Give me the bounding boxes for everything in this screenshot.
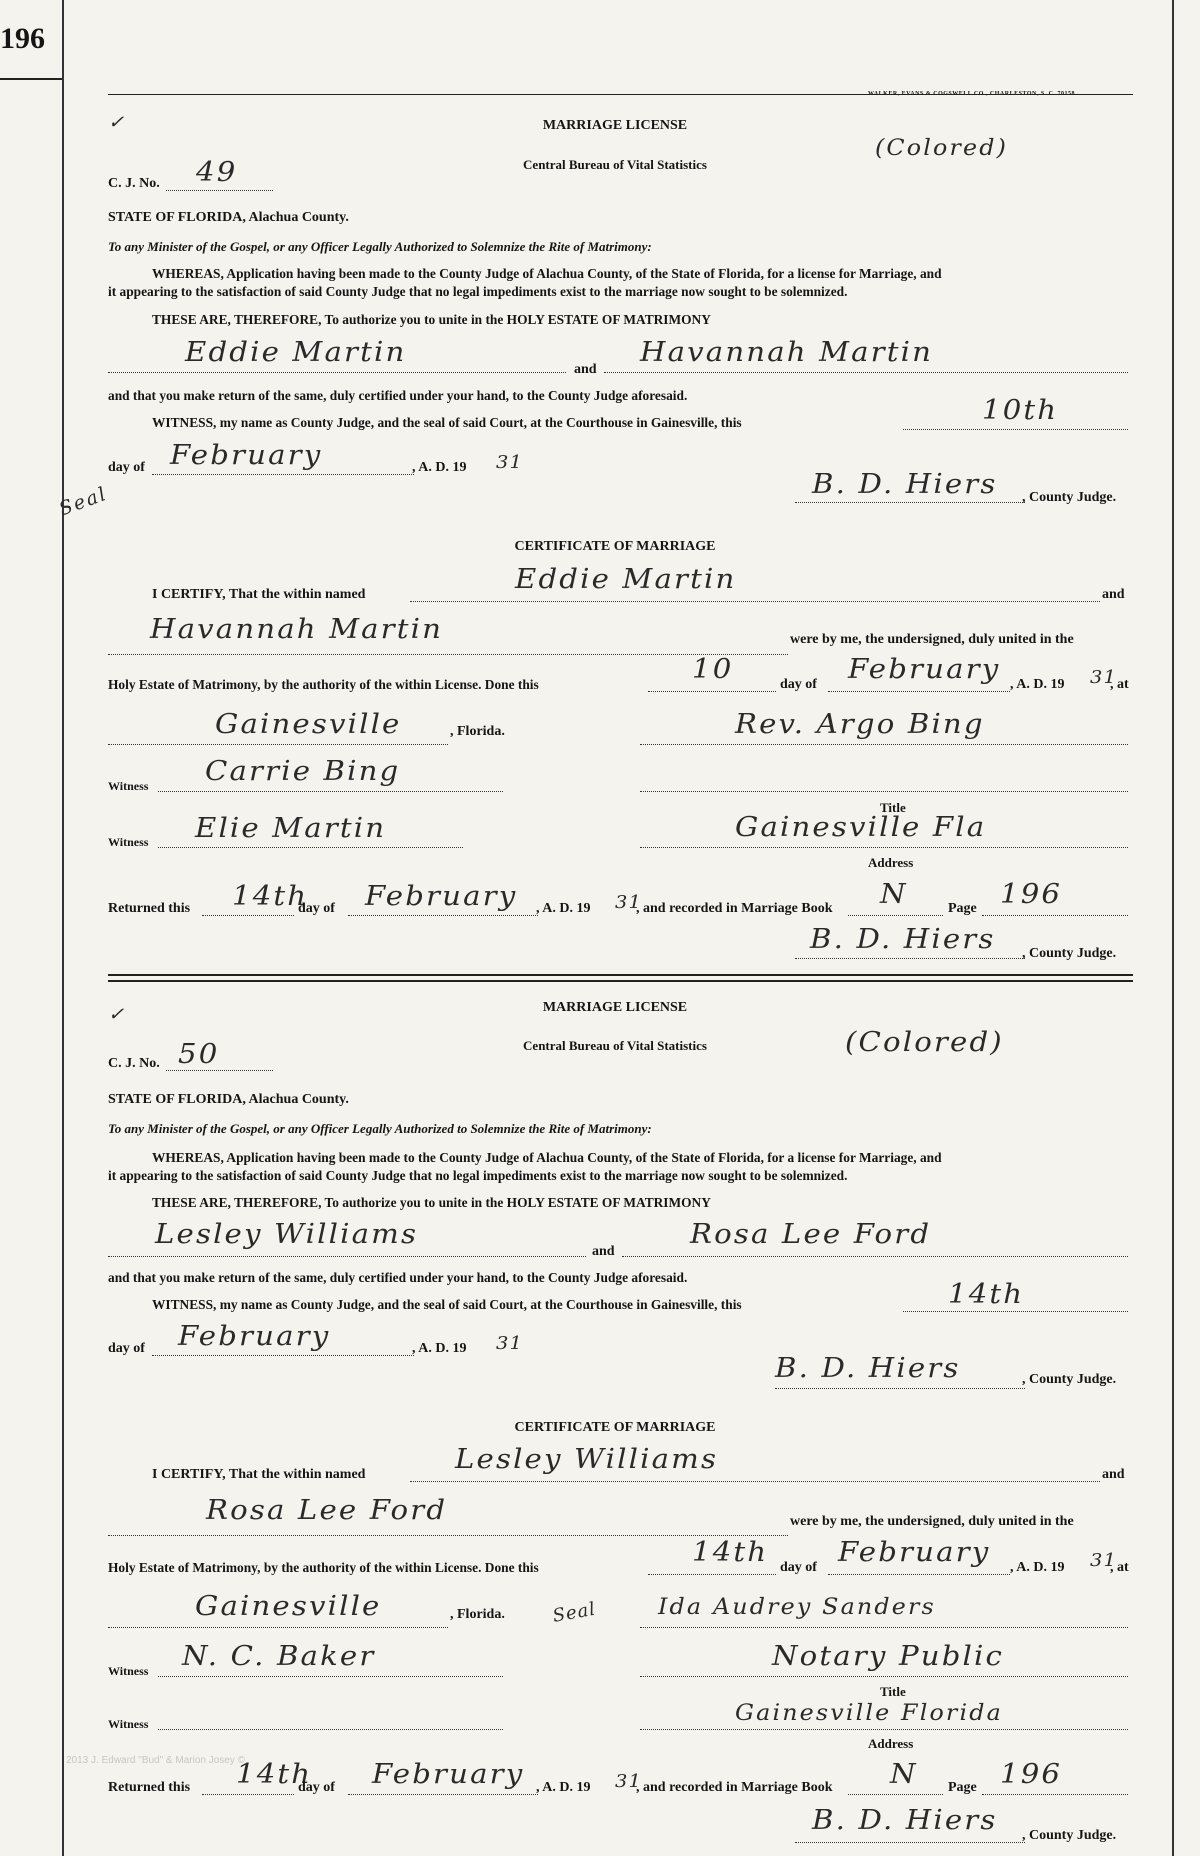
returned-day: 14th bbox=[232, 881, 309, 912]
left-margin-rule bbox=[62, 0, 64, 1856]
book-2: N bbox=[890, 1759, 918, 1790]
officiant-2: Ida Audrey Sanders bbox=[658, 1595, 936, 1620]
colored-note-2: (Colored) bbox=[845, 1027, 1004, 1058]
make-return-2: and that you make return of the same, duly certified under your hand, to the County Judge aforesaid. bbox=[108, 1270, 688, 1285]
page-label-2: Page bbox=[948, 1780, 977, 1795]
holy-estate-label: Holy Estate of Matrimony, by the authority of the within License. Done this bbox=[108, 677, 539, 692]
witness-1-line bbox=[158, 791, 503, 792]
officiant-address-2: Gainesville Florida bbox=[735, 1701, 1003, 1726]
bride-name: Havannah Martin bbox=[640, 337, 934, 368]
done-day: 10 bbox=[692, 654, 734, 685]
officiant-address: Gainesville Fla bbox=[735, 812, 987, 843]
groom-name: Eddie Martin bbox=[185, 337, 407, 368]
groom-line bbox=[108, 372, 566, 373]
and-label-2: and bbox=[1102, 587, 1125, 602]
and-label-3: and bbox=[592, 1244, 615, 1259]
returned-label: Returned this bbox=[108, 901, 191, 916]
returned-ad: , A. D. 19 bbox=[536, 901, 591, 916]
cert-bride-line bbox=[108, 654, 788, 655]
license-month-line-2 bbox=[152, 1355, 414, 1356]
book-line bbox=[848, 915, 943, 916]
cert-bride-line-2 bbox=[108, 1535, 788, 1536]
bride-name-2: Rosa Lee Ford bbox=[690, 1219, 932, 1250]
make-return: and that you make return of the same, duly certified under your hand, to the County Judge aforesaid. bbox=[108, 388, 688, 403]
groom-line-2 bbox=[108, 1256, 586, 1257]
witness-my-name-2: WITNESS, my name as County Judge, and the seal of said Court, at the Courthouse in Gainesville, this bbox=[152, 1297, 742, 1312]
returned-label-2: Returned this bbox=[108, 1780, 191, 1795]
returned-year-2: 31 bbox=[615, 1771, 642, 1792]
done-day-of-2: day of bbox=[780, 1560, 817, 1575]
done-month: February bbox=[848, 654, 1001, 685]
witness-1-2: N. C. Baker bbox=[182, 1641, 376, 1672]
to-any-minister: To any Minister of the Gospel, or any Officer Legally Authorized to Solemnize the Rite of Matrimony: bbox=[108, 239, 652, 254]
right-margin-rule bbox=[1172, 0, 1174, 1856]
officiant-line-2 bbox=[640, 1627, 1128, 1628]
whereas-line-1-2: WHEREAS, Application having been made to the County Judge of Alachua County, of the State of Florida, for a license for Marriage, and bbox=[152, 1150, 942, 1165]
book-line-2 bbox=[848, 1794, 943, 1795]
central-bureau-2: Central Bureau of Vital Statistics bbox=[523, 1038, 707, 1053]
were-by-me: were by me, the undersigned, duly united in the bbox=[790, 632, 1074, 647]
place-line bbox=[108, 744, 448, 745]
watermark: 2013 J. Edward "Bud" & Marion Josey © bbox=[66, 1755, 245, 1766]
florida-label: , Florida. bbox=[450, 724, 505, 739]
returned-month-line bbox=[348, 915, 538, 916]
license-month: February bbox=[170, 440, 323, 471]
judge-signature: B. D. Hiers bbox=[812, 469, 998, 500]
title-label: Title bbox=[880, 800, 906, 815]
cert-groom-line bbox=[410, 601, 1100, 602]
whereas-line-2-2: it appearing to the satisfaction of said County Judge that no legal impediments exist to the marriage now sought to be solemnized. bbox=[108, 1168, 848, 1183]
return-county-judge-2: , County Judge. bbox=[1022, 1828, 1117, 1843]
done-year-2: 31 bbox=[1090, 1550, 1117, 1571]
check-mark: ✓ bbox=[108, 112, 126, 133]
these-are-line-2: THESE ARE, THEREFORE, To authorize you to unite in the HOLY ESTATE OF MATRIMONY bbox=[152, 1195, 711, 1210]
these-are-line: THESE ARE, THEREFORE, To authorize you to unite in the HOLY ESTATE OF MATRIMONY bbox=[152, 312, 711, 327]
page-line bbox=[982, 915, 1128, 916]
at-label: , at bbox=[1110, 677, 1129, 692]
returned-month: February bbox=[365, 881, 518, 912]
whereas-line-1: WHEREAS, Application having been made to the County Judge of Alachua County, of the State of Florida, for a license for Marriage, and bbox=[152, 266, 942, 281]
done-month-line-2 bbox=[828, 1574, 1010, 1575]
recorded-in: , and recorded in Marriage Book bbox=[636, 901, 833, 916]
check-mark-2: ✓ bbox=[108, 1004, 126, 1025]
done-ad-2: , A. D. 19 bbox=[1010, 1560, 1065, 1575]
done-day-2: 14th bbox=[692, 1537, 769, 1568]
state-line: STATE OF FLORIDA, Alachua County. bbox=[108, 210, 349, 225]
witness-2: Elie Martin bbox=[195, 813, 387, 844]
county-judge-label-2: , County Judge. bbox=[1022, 1372, 1117, 1387]
judge-line bbox=[795, 502, 1025, 503]
witness-2-label: Witness bbox=[108, 835, 149, 849]
cj-no-value: 49 bbox=[196, 157, 238, 188]
i-certify-label: I CERTIFY, That the within named bbox=[152, 587, 366, 602]
license-month-2: February bbox=[178, 1321, 331, 1352]
cert-groom: Eddie Martin bbox=[515, 564, 737, 595]
cert-groom-line-2 bbox=[410, 1481, 1100, 1482]
license-year: 31 bbox=[496, 452, 523, 473]
witness-1: Carrie Bing bbox=[205, 756, 401, 787]
officiant-line bbox=[640, 744, 1128, 745]
to-any-minister-2: To any Minister of the Gospel, or any Officer Legally Authorized to Solemnize the Rite of Matrimony: bbox=[108, 1121, 652, 1136]
cert-bride: Havannah Martin bbox=[150, 614, 444, 645]
witness-1-label-2: Witness bbox=[108, 1664, 149, 1678]
florida-label-2: , Florida. bbox=[450, 1607, 505, 1622]
place-2: Gainesville bbox=[195, 1591, 382, 1622]
and-label: and bbox=[574, 362, 597, 377]
return-county-judge: , County Judge. bbox=[1022, 946, 1117, 961]
license-day-line-2 bbox=[903, 1311, 1128, 1312]
place-line-2 bbox=[108, 1627, 448, 1628]
license-day: 10th bbox=[982, 395, 1059, 426]
at-label-2: , at bbox=[1110, 1560, 1129, 1575]
header-rule bbox=[108, 94, 1133, 95]
judge-signature-2: B. D. Hiers bbox=[775, 1353, 961, 1384]
central-bureau: Central Bureau of Vital Statistics bbox=[523, 157, 707, 172]
page-label: Page bbox=[948, 901, 977, 916]
address-label: Address bbox=[868, 855, 914, 870]
cj-no-value-2: 50 bbox=[178, 1039, 220, 1070]
license-heading: MARRIAGE LICENSE bbox=[542, 118, 688, 133]
place: Gainesville bbox=[215, 709, 402, 740]
returned-day-line bbox=[202, 915, 294, 916]
bride-line-2 bbox=[622, 1256, 1128, 1257]
county-judge-label: , County Judge. bbox=[1022, 490, 1117, 505]
holy-estate-label-2: Holy Estate of Matrimony, by the authority of the within License. Done this bbox=[108, 1560, 539, 1575]
license-heading-2: MARRIAGE LICENSE bbox=[542, 1000, 688, 1015]
return-judge-line bbox=[795, 958, 1025, 959]
license-day-2: 14th bbox=[948, 1279, 1025, 1310]
ad-label-2: , A. D. 19 bbox=[412, 1341, 467, 1356]
license-month-line bbox=[152, 474, 414, 475]
colored-note: (Colored) bbox=[875, 136, 1009, 161]
witness-2-line-2 bbox=[158, 1729, 503, 1730]
return-signature-2: B. D. Hiers bbox=[812, 1805, 998, 1836]
book: N bbox=[880, 879, 908, 910]
page-number: 196 bbox=[0, 22, 45, 55]
certificate-heading-2: CERTIFICATE OF MARRIAGE bbox=[514, 1420, 716, 1435]
cj-no-line-2 bbox=[166, 1070, 273, 1071]
officiant: Rev. Argo Bing bbox=[735, 709, 985, 740]
day-of-label: day of bbox=[108, 460, 145, 475]
and-label-4: and bbox=[1102, 1467, 1125, 1482]
witness-1-line-2 bbox=[158, 1676, 503, 1677]
done-month-2: February bbox=[838, 1537, 991, 1568]
done-day-of: day of bbox=[780, 677, 817, 692]
license-year-2: 31 bbox=[496, 1333, 523, 1354]
returned-day-of-2: day of bbox=[298, 1780, 335, 1795]
returned-day-line-2 bbox=[202, 1794, 294, 1795]
record-separator-bottom bbox=[108, 980, 1133, 982]
officiant-title-2: Notary Public bbox=[772, 1641, 1004, 1672]
title-label-2: Title bbox=[880, 1684, 906, 1699]
cj-no-line bbox=[166, 190, 273, 191]
page-value-2: 196 bbox=[1000, 1759, 1063, 1790]
state-line-2: STATE OF FLORIDA, Alachua County. bbox=[108, 1092, 349, 1107]
page-value: 196 bbox=[1000, 879, 1063, 910]
day-of-label-2: day of bbox=[108, 1341, 145, 1356]
cert-groom-2: Lesley Williams bbox=[455, 1444, 719, 1475]
title-line bbox=[640, 791, 1128, 792]
whereas-line-2: it appearing to the satisfaction of said County Judge that no legal impediments exist to the marriage now sought to be solemnized. bbox=[108, 284, 848, 299]
certificate-heading: CERTIFICATE OF MARRIAGE bbox=[514, 539, 716, 554]
address-line-2 bbox=[640, 1729, 1128, 1730]
done-year: 31 bbox=[1090, 667, 1117, 688]
cj-no-label-2: C. J. No. bbox=[108, 1056, 160, 1071]
notary-seal: Seal bbox=[551, 1598, 598, 1627]
license-day-line bbox=[903, 429, 1128, 430]
recorded-in-2: , and recorded in Marriage Book bbox=[636, 1780, 833, 1795]
witness-1-label: Witness bbox=[108, 779, 149, 793]
bride-line bbox=[604, 372, 1128, 373]
page-line-2 bbox=[982, 1794, 1128, 1795]
address-label-2: Address bbox=[868, 1736, 914, 1751]
cert-bride-2: Rosa Lee Ford bbox=[206, 1495, 448, 1526]
returned-day-of: day of bbox=[298, 901, 335, 916]
done-ad: , A. D. 19 bbox=[1010, 677, 1065, 692]
groom-name-2: Lesley Williams bbox=[155, 1219, 419, 1250]
returned-ad-2: , A. D. 19 bbox=[536, 1780, 591, 1795]
i-certify-label-2: I CERTIFY, That the within named bbox=[152, 1467, 366, 1482]
returned-year: 31 bbox=[615, 892, 642, 913]
address-line bbox=[640, 847, 1128, 848]
return-signature: B. D. Hiers bbox=[810, 924, 996, 955]
witness-my-name: WITNESS, my name as County Judge, and the seal of said Court, at the Courthouse in Gainesville, this bbox=[152, 415, 742, 430]
witness-2-line bbox=[158, 847, 463, 848]
were-by-me-2: were by me, the undersigned, duly united in the bbox=[790, 1514, 1074, 1529]
witness-2-label-2: Witness bbox=[108, 1717, 149, 1731]
court-seal-mark: Seal bbox=[56, 482, 111, 521]
return-judge-line-2 bbox=[795, 1842, 1025, 1843]
done-day-line-2 bbox=[648, 1574, 776, 1575]
done-day-line bbox=[648, 691, 776, 692]
returned-month-line-2 bbox=[348, 1794, 538, 1795]
ad-label: , A. D. 19 bbox=[412, 460, 467, 475]
title-line-2 bbox=[640, 1676, 1128, 1677]
cj-no-label: C. J. No. bbox=[108, 176, 160, 191]
page-number-rule bbox=[0, 78, 62, 80]
returned-month-2: February bbox=[372, 1759, 525, 1790]
returned-day-2: 14th bbox=[236, 1759, 313, 1790]
record-separator-top bbox=[108, 974, 1133, 976]
done-month-line bbox=[828, 691, 1010, 692]
judge-line-2 bbox=[775, 1388, 1025, 1389]
